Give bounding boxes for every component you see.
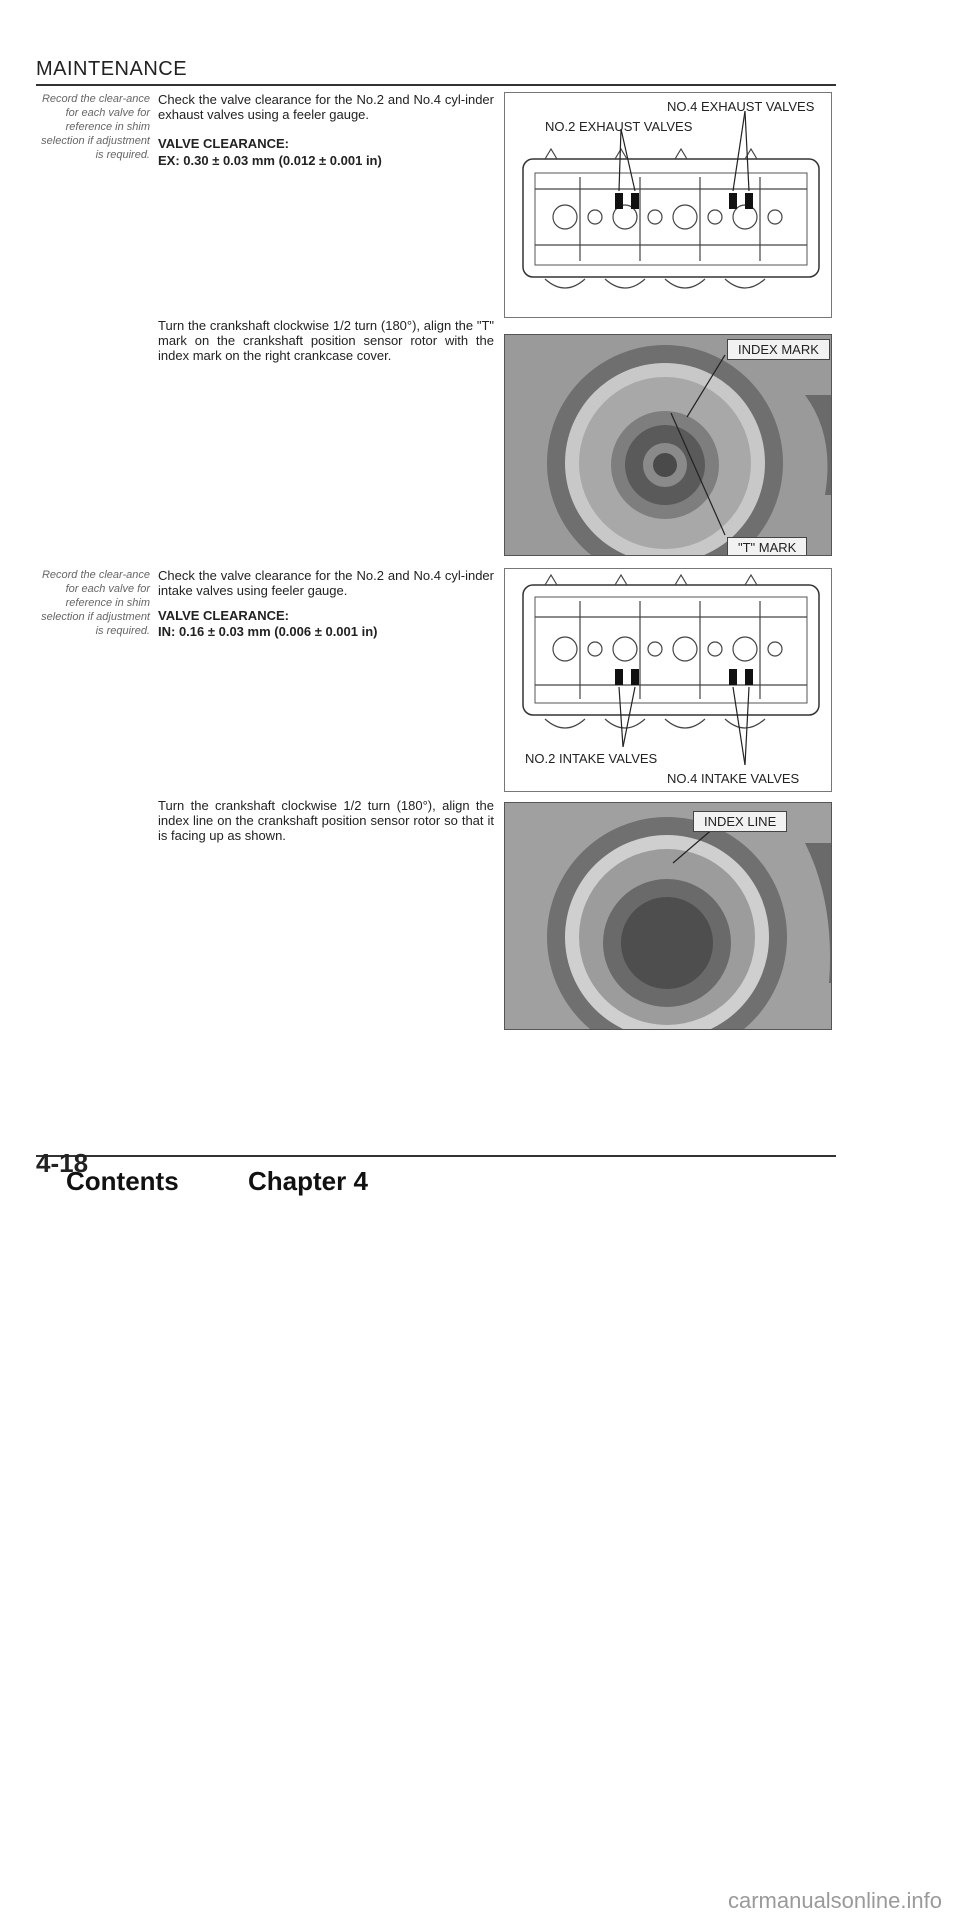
- rotor-t-mark-photo: [504, 334, 832, 556]
- callout-no4-exhaust: NO.4 EXHAUST VALVES: [667, 99, 815, 114]
- section-title: MAINTENANCE: [36, 58, 188, 80]
- rotor-photo-drawing: [505, 335, 832, 556]
- rotor-t-instruction: Turn the crankshaft clockwise 1/2 turn (180°), align the "T" mark on the crankshaft position sensor rotor with the index mark on the right crankcase cover.: [158, 318, 494, 363]
- intake-spec-label: VALVE CLEARANCE:: [158, 608, 289, 623]
- intake-spec-value: IN: 0.16 ± 0.03 mm (0.006 ± 0.001 in): [158, 624, 378, 639]
- chapter-link[interactable]: Chapter 4: [248, 1166, 368, 1196]
- rotor-index-photo-drawing: [505, 803, 832, 1030]
- intake-instruction: Check the valve clearance for the No.2 and No.4 cyl-inder intake valves using feeler gauge.: [158, 568, 494, 598]
- callout-no2-exhaust: NO.2 EXHAUST VALVES: [545, 119, 693, 134]
- side-note-intake: Record the clear-ance for each valve for reference in shim selection if adjustment is required.: [41, 569, 150, 637]
- header-rule: [36, 84, 836, 86]
- intake-valve-diagram: [504, 568, 832, 792]
- footer-rule: [36, 1155, 836, 1157]
- page-number: 4-18: [36, 1148, 89, 1178]
- exhaust-valve-diagram: [504, 92, 832, 318]
- exhaust-spec-value: EX: 0.30 ± 0.03 mm (0.012 ± 0.001 in): [158, 153, 382, 168]
- callout-no4-intake: NO.4 INTAKE VALVES: [667, 771, 800, 786]
- watermark: carmanualsonline.info: [727, 1888, 942, 1913]
- exhaust-instruction: Check the valve clearance for the No.2 and No.4 cyl-inder exhaust valves using a feeler gauge.: [158, 92, 494, 122]
- rotor-index-line-photo: [504, 802, 832, 1030]
- callout-no2-intake: NO.2 INTAKE VALVES: [525, 751, 658, 766]
- exhaust-spec-label: VALVE CLEARANCE:: [158, 136, 289, 151]
- contents-link[interactable]: Contents: [66, 1166, 179, 1196]
- callout-index-mark: INDEX MARK: [727, 339, 830, 360]
- side-note-exhaust: Record the clear-ance for each valve for reference in shim selection if adjustment is required.: [41, 93, 150, 161]
- rotor-index-instruction: Turn the crankshaft clockwise 1/2 turn (180°), align the index line on the crankshaft position sensor rotor so that it is facing up as shown.: [158, 798, 494, 843]
- callout-t-mark: "T" MARK: [727, 537, 807, 556]
- callout-index-line: INDEX LINE: [693, 811, 787, 832]
